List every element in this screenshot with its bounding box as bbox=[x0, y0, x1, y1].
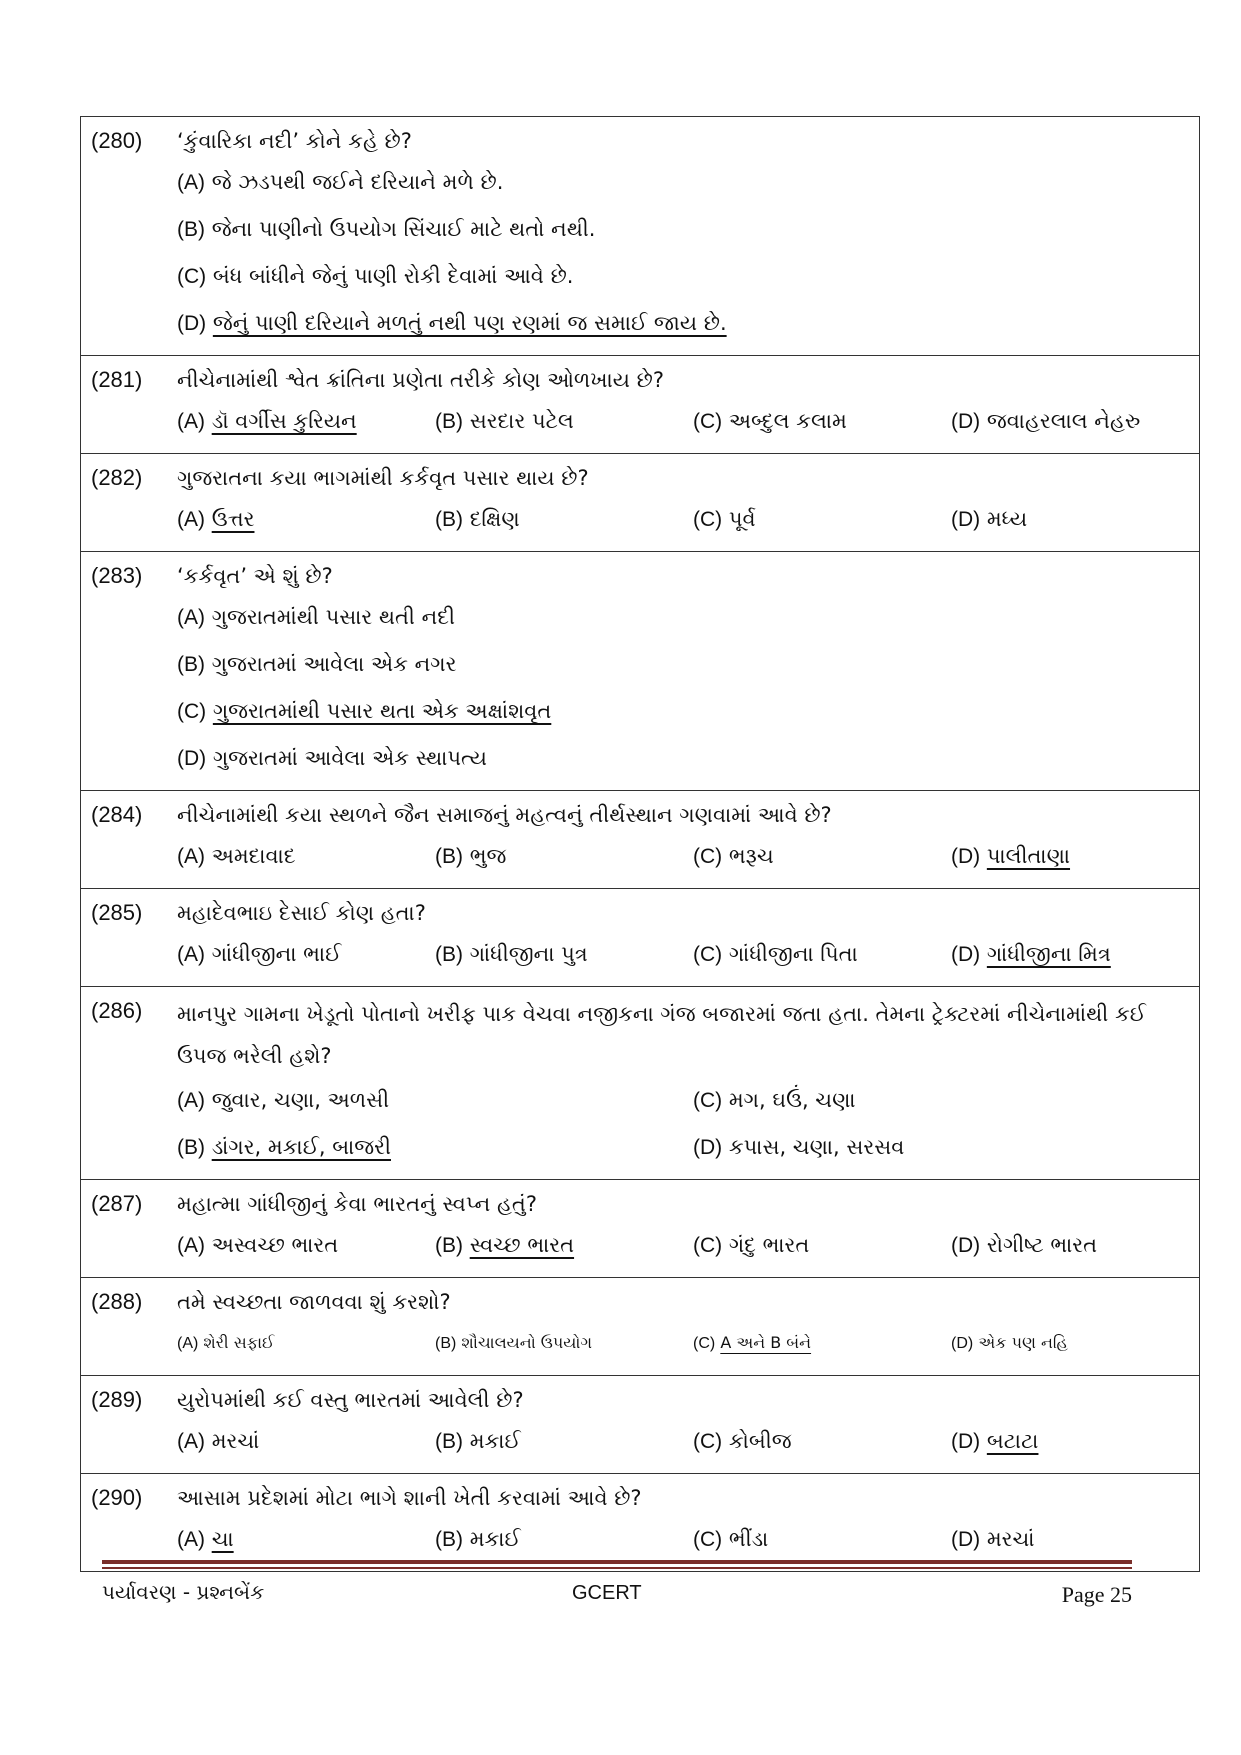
question-281 bbox=[81, 356, 1199, 454]
option-d-correct: (D) ગાંધીજીના મિત્ર bbox=[951, 942, 1111, 966]
option-b: (B) મકાઈ bbox=[435, 1429, 521, 1453]
option-b: (B) શૌચાલયનો ઉપયોગ bbox=[435, 1333, 593, 1352]
option-d: (D) મધ્ય bbox=[951, 507, 1028, 531]
option-d: (D) કપાસ, ચણા, સરસવ bbox=[693, 1135, 905, 1159]
question-text: મહાદેવભાઇ દેસાઈ કોણ હતા? bbox=[177, 901, 426, 925]
page-footer bbox=[102, 1580, 1132, 1614]
option-a-correct: (A) ડૉ વર્ગીસ કુરિયન bbox=[177, 409, 357, 433]
option-d: (D) જવાહરલાલ નેહરુ bbox=[951, 409, 1141, 433]
option-d: (D) એક પણ નહિ bbox=[951, 1333, 1068, 1352]
page-number: Page 25 bbox=[1061, 1582, 1132, 1607]
option-d: (D) રોગીષ્ટ ભારત bbox=[951, 1233, 1098, 1257]
option-b: (B) દક્ષિણ bbox=[435, 507, 520, 531]
option-a-correct: (A) ચા bbox=[177, 1527, 234, 1551]
question-284 bbox=[81, 791, 1199, 889]
question-table bbox=[80, 116, 1200, 1572]
option-c-correct: (C) ગુજરાતમાંથી પસાર થતા એક અક્ષાંશવૃત bbox=[177, 699, 552, 723]
question-text: મહાત્મા ગાંધીજીનું કેવા ભારતનું સ્વપ્ન હતું? bbox=[177, 1192, 537, 1216]
question-text: તમે સ્વચ્છતા જાળવવા શું કરશો? bbox=[177, 1290, 451, 1314]
option-c-correct: (C) A અને B બંને bbox=[693, 1333, 812, 1352]
option-d: (D) મરચાં bbox=[951, 1527, 1035, 1551]
question-text: ગુજરાતના કયા ભાગમાંથી કર્કવૃત પસાર થાય છે? bbox=[177, 466, 589, 490]
option-c: (C) ભરૂચ bbox=[693, 844, 774, 868]
option-c: (C) પૂર્વ bbox=[693, 507, 756, 531]
question-number: (283) bbox=[91, 563, 143, 588]
question-text: યુરોપમાંથી કઈ વસ્તુ ભારતમાં આવેલી છે? bbox=[177, 1388, 524, 1412]
question-number: (289) bbox=[91, 1387, 143, 1412]
question-286 bbox=[81, 987, 1199, 1180]
option-c: (C) ગંદુ ભારત bbox=[693, 1233, 810, 1257]
footer-publisher: GCERT bbox=[572, 1582, 642, 1604]
question-283 bbox=[81, 552, 1199, 791]
footer-subject: પર્યાવરણ - પ્રશ્નબેંક bbox=[102, 1580, 265, 1604]
option-b: (B) ભુજ bbox=[435, 844, 507, 868]
option-b: (B) ગાંધીજીના પુત્ર bbox=[435, 942, 588, 966]
option-b-correct: (B) સ્વચ્છ ભારત bbox=[435, 1233, 575, 1257]
question-287 bbox=[81, 1180, 1199, 1278]
option-a: (A) મરચાં bbox=[177, 1429, 260, 1453]
option-c: (C) અબ્દુલ કલામ bbox=[693, 409, 847, 433]
question-text: નીચેનામાંથી કયા સ્થળને જૈન સમાજનું મહત્વનું તીર્થસ્થાન ગણવામાં આવે છે? bbox=[177, 803, 832, 827]
option-a: (A) જે ઝડપથી જઈને દરિયાને મળે છે. bbox=[177, 170, 504, 194]
option-c: (C) ગાંધીજીના પિતા bbox=[693, 942, 858, 966]
question-text: માનપુર ગામના ખેડૂતો પોતાનો ખરીફ પાક વેચવા નજીકના ગંજ બજારમાં જતા હતા. તેમના ટ્રેક્ટરમાં નીચેનામાંથી કઈ ઉપજ ભરેલી હશે? bbox=[177, 1002, 1146, 1068]
footer-rule-thick bbox=[102, 1560, 1132, 1564]
question-number: (290) bbox=[91, 1485, 143, 1510]
question-text: આસામ પ્રદેશમાં મોટા ભાગે શાની ખેતી કરવામાં આવે છે? bbox=[177, 1486, 642, 1510]
option-a: (A) ગુજરાતમાંથી પસાર થતી નદી bbox=[177, 605, 455, 629]
question-number: (282) bbox=[91, 465, 143, 490]
question-280 bbox=[81, 117, 1199, 356]
question-number: (281) bbox=[91, 367, 143, 392]
option-c: (C) મગ, ઘઉં, ચણા bbox=[693, 1088, 856, 1112]
question-number: (285) bbox=[91, 900, 143, 925]
question-288 bbox=[81, 1278, 1199, 1376]
option-c: (C) બંધ બાંધીને જેનું પાણી રોકી દેવામાં આવે છે. bbox=[177, 264, 574, 288]
option-a-correct: (A) ઉત્તર bbox=[177, 507, 255, 531]
option-d-correct: (D) બટાટા bbox=[951, 1429, 1039, 1453]
question-282 bbox=[81, 454, 1199, 552]
footer-rule-thin bbox=[102, 1567, 1132, 1569]
option-b-correct: (B) ડાંગર, મકાઈ, બાજરી bbox=[177, 1135, 391, 1159]
question-text: નીચેનામાંથી શ્વેત ક્રાંતિના પ્રણેતા તરીકે કોણ ઓળખાય છે? bbox=[177, 368, 664, 392]
question-number: (280) bbox=[91, 128, 143, 153]
question-290 bbox=[81, 1474, 1199, 1571]
option-a: (A) અસ્વચ્છ ભારત bbox=[177, 1233, 339, 1257]
option-a: (A) જુવાર, ચણા, અળસી bbox=[177, 1088, 390, 1112]
option-b: (B) ગુજરાતમાં આવેલા એક નગર bbox=[177, 652, 457, 676]
question-text: ‘કુંવારિકા નદી’ કોને કહે છે? bbox=[177, 129, 412, 153]
question-number: (288) bbox=[91, 1289, 143, 1314]
option-b: (B) સરદાર પટેલ bbox=[435, 409, 574, 433]
option-b: (B) મકાઈ bbox=[435, 1527, 521, 1551]
option-d: (D) ગુજરાતમાં આવેલા એક સ્થાપત્ય bbox=[177, 746, 488, 770]
option-c: (C) ભીંડા bbox=[693, 1527, 769, 1551]
option-c: (C) કોબીજ bbox=[693, 1429, 792, 1453]
option-d-correct: (D) જેનું પાણી દરિયાને મળતું નથી પણ રણમાં જ સમાઈ જાય છે. bbox=[177, 311, 727, 335]
question-285 bbox=[81, 889, 1199, 987]
question-number: (287) bbox=[91, 1191, 143, 1216]
question-number: (284) bbox=[91, 802, 143, 827]
option-a: (A) ગાંધીજીના ભાઈ bbox=[177, 942, 342, 966]
option-d-correct: (D) પાલીતાણા bbox=[951, 844, 1071, 868]
question-text: ‘કર્કવૃત’ એ શું છે? bbox=[177, 564, 333, 588]
option-b: (B) જેના પાણીનો ઉપયોગ સિંચાઈ માટે થતો નથી. bbox=[177, 217, 596, 241]
option-a: (A) શેરી સફાઈ bbox=[177, 1333, 275, 1352]
question-289 bbox=[81, 1376, 1199, 1474]
option-a: (A) અમદાવાદ bbox=[177, 844, 296, 868]
question-number: (286) bbox=[91, 998, 143, 1023]
